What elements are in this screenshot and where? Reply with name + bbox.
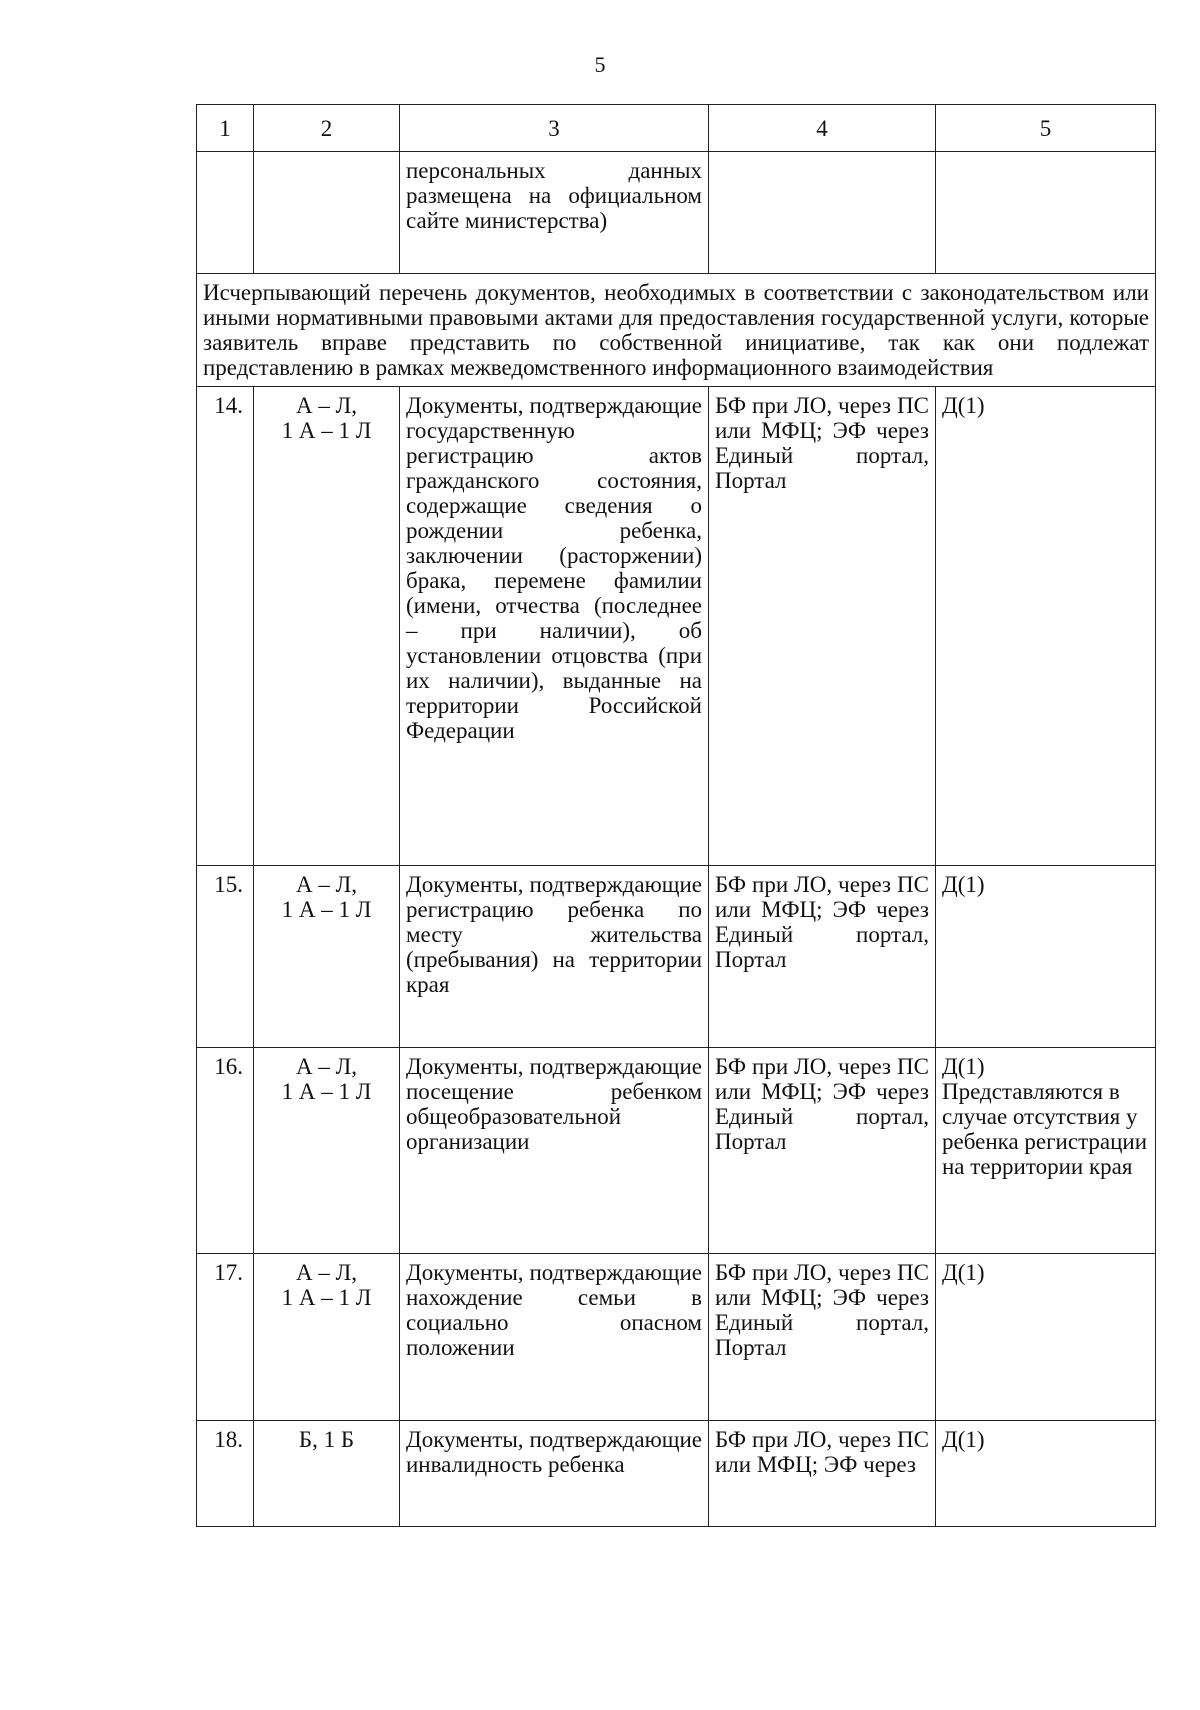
- section-title: Исчерпывающий перечень документов, необходимых в соответствии с законодательством или иными нормативными правовыми актами для предоставления государственной услуги, которые заявитель вправе представить по собственной инициативе, так как они подлежат представлению в рамках межведомственного информационного взаимодействия: [197, 274, 1156, 387]
- table-row: [197, 387, 1156, 866]
- category-code: [254, 1048, 400, 1254]
- table-row: [197, 1048, 1156, 1254]
- continuation-cell-2: [254, 152, 400, 274]
- row-number: 17.: [197, 1254, 254, 1421]
- category-code-line: А – Л,: [296, 393, 357, 418]
- category-code-line: А – Л,: [296, 1054, 357, 1079]
- submission-form: БФ при ЛО, через ПС или МФЦ; ЭФ через Единый портал, Портал: [709, 387, 936, 866]
- page-number: 5: [594, 52, 606, 77]
- note: Д(1): [936, 1421, 1156, 1527]
- continuation-description: персональных данных размещена на официальном сайте министерства): [400, 152, 709, 274]
- header-row: [197, 105, 1156, 152]
- note: Д(1): [936, 866, 1156, 1048]
- continuation-cell-4: [709, 152, 936, 274]
- document-description: Документы, подтверждающие государственную регистрацию актов гражданского состояния, содержащие сведения о рождении ребенка, заключении (расторжении) брака, перемене фамилии (имени, отчества (последнее – при наличии), об установлении отцовства (при их наличии), выданные на территории Российской Федерации: [400, 387, 709, 866]
- document-table: [196, 104, 1156, 1527]
- table-row: [197, 1421, 1156, 1527]
- continuation-cell-5: [936, 152, 1156, 274]
- column-header-2: 2: [254, 105, 400, 152]
- submission-form: БФ при ЛО, через ПС или МФЦ; ЭФ через Единый портал, Портал: [709, 1048, 936, 1254]
- continuation-row: [197, 152, 1156, 274]
- document-description: Документы, подтверждающие посещение ребенком общеобразовательной организации: [400, 1048, 709, 1254]
- column-header-5: 5: [936, 105, 1156, 152]
- document-description: Документы, подтверждающие регистрацию ребенка по месту жительства (пребывания) на территории края: [400, 866, 709, 1048]
- category-code-line: Б, 1 Б: [298, 1427, 355, 1452]
- table-row: [197, 866, 1156, 1048]
- category-code: [254, 866, 400, 1048]
- category-code-line: 1 А – 1 Л: [281, 897, 372, 922]
- category-code-line: 1 А – 1 Л: [281, 418, 372, 443]
- column-header-1: 1: [197, 105, 254, 152]
- row-number: 18.: [197, 1421, 254, 1527]
- note: Д(1) Представляются в случае отсутствия у ребенка регистрации на территории края: [936, 1048, 1156, 1254]
- category-code-line: А – Л,: [296, 872, 357, 897]
- category-code: [254, 387, 400, 866]
- document-description: Документы, подтверждающие инвалидность ребенка: [400, 1421, 709, 1527]
- submission-form: БФ при ЛО, через ПС или МФЦ; ЭФ через: [709, 1421, 936, 1527]
- row-number: 15.: [197, 866, 254, 1048]
- document-description: Документы, подтверждающие нахождение семьи в социально опасном положении: [400, 1254, 709, 1421]
- note: Д(1): [936, 1254, 1156, 1421]
- submission-form: БФ при ЛО, через ПС или МФЦ; ЭФ через Единый портал, Портал: [709, 866, 936, 1048]
- category-code-line: 1 А – 1 Л: [281, 1285, 372, 1310]
- column-header-3: 3: [400, 105, 709, 152]
- category-code-line: А – Л,: [296, 1260, 357, 1285]
- category-code-line: 1 А – 1 Л: [281, 1079, 372, 1104]
- category-code: [254, 1254, 400, 1421]
- column-header-4: 4: [709, 105, 936, 152]
- section-title-row: [197, 274, 1156, 387]
- note: Д(1): [936, 387, 1156, 866]
- category-code: [254, 1421, 400, 1527]
- submission-form: БФ при ЛО, через ПС или МФЦ; ЭФ через Единый портал, Портал: [709, 1254, 936, 1421]
- row-number: 16.: [197, 1048, 254, 1254]
- row-number: 14.: [197, 387, 254, 866]
- continuation-cell-1: [197, 152, 254, 274]
- table-row: [197, 1254, 1156, 1421]
